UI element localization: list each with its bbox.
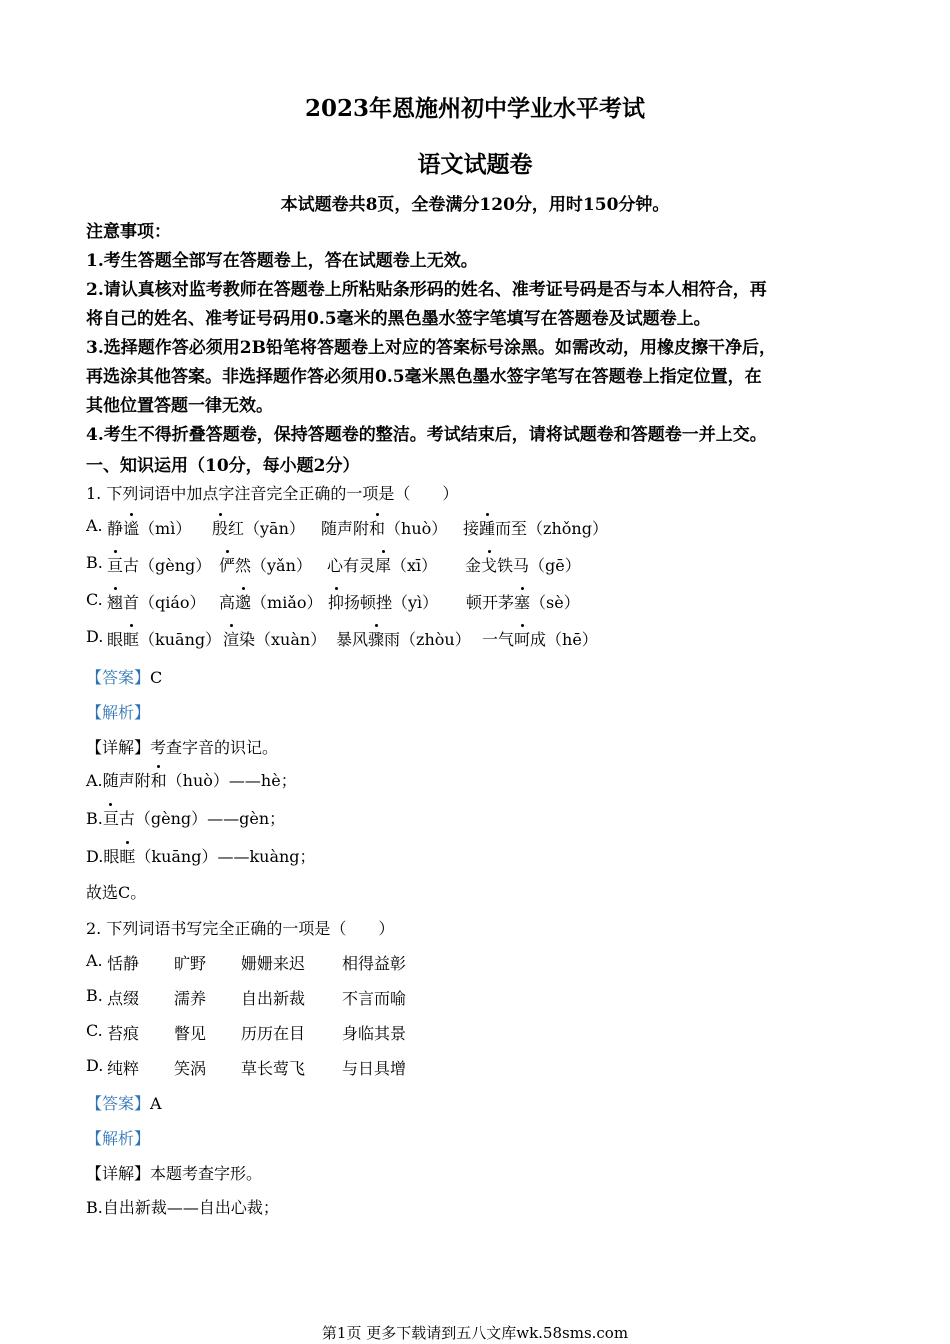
answer-tag: 【答案】: [86, 1094, 151, 1113]
text: 金: [465, 556, 482, 575]
q1-analysis-tag: 【解析】: [86, 703, 151, 722]
option-word: [482, 627, 598, 650]
option-word: 苔痕: [107, 1024, 140, 1043]
text: （huò）: [385, 519, 448, 538]
option-word: 濡养: [174, 989, 207, 1008]
option-label: C.: [86, 590, 103, 609]
text: 古（gèng）——gèn；: [118, 809, 286, 828]
dotted-char: 骤: [368, 630, 385, 649]
notes-heading: 注意事项：: [86, 222, 171, 242]
exam-info: 本试题卷共8页，全卷满分120分，用时150分钟。: [280, 195, 670, 215]
text: 扬顿挫（yì）: [344, 593, 439, 612]
text: （kuāng）——kuàng；: [135, 847, 316, 866]
text: 红（yān）: [228, 519, 305, 538]
option-word: [327, 553, 437, 576]
answer-value: C: [150, 668, 163, 687]
q1-detail: 【详解】考查字音的识记。: [86, 738, 279, 757]
notes-line: 3.选择题作答必须用2B铅笔将答题卷上对应的答案标号涂黑。如需改动，用橡皮擦干净后，: [86, 338, 776, 358]
q2-answer: [86, 1091, 162, 1114]
option-word: 瞥见: [174, 1024, 207, 1043]
option-word: [336, 627, 471, 650]
dotted-char: 抑: [328, 593, 345, 612]
dotted-char: 渲: [223, 630, 240, 649]
option-word: [223, 627, 326, 650]
option-word: 点缀: [107, 989, 140, 1008]
text: 成（hē）: [530, 630, 598, 649]
dotted-char: 殷: [212, 519, 229, 538]
text: 而至（zhǒng）: [495, 519, 608, 538]
option-label: B.: [86, 986, 103, 1005]
text: 染（xuàn）: [239, 630, 327, 649]
notes-line: 2.请认真核对监考教师在答题卷上所粘贴条形码的姓名、准考证号码是否与本人相符合，再: [86, 280, 767, 300]
dotted-char: 戈: [481, 556, 498, 575]
dotted-char: 呵: [514, 630, 531, 649]
text: 静: [107, 519, 124, 538]
dotted-char: 和: [369, 519, 386, 538]
dotted-char: 俨: [219, 556, 236, 575]
answer-tag: 【答案】: [86, 668, 151, 687]
notes-line: 4.考生不得折叠答题卷，保持答题卷的整洁。考试结束后，请将试题卷和答题卷一并上交。: [86, 425, 767, 445]
option-word: [321, 516, 447, 539]
option-word: 历历在目: [241, 1024, 306, 1043]
q1-stem: 1. 下列词语中加点字注音完全正确的一项是（ ）: [86, 484, 459, 503]
q1-explanation: [86, 806, 285, 829]
text: 暴风: [336, 630, 369, 649]
dotted-char: 邈: [235, 593, 252, 612]
option-word: [107, 590, 206, 613]
text: 接: [463, 519, 480, 538]
q2-stem: 2. 下列词语书写完全正确的一项是（ ）: [86, 919, 395, 938]
option-word: [212, 516, 305, 539]
option-word: [328, 590, 438, 613]
dotted-char: 和: [150, 771, 167, 790]
option-label: D.: [86, 627, 104, 646]
dotted-char: 眶: [123, 630, 140, 649]
dotted-char: 亘: [107, 556, 124, 575]
q1-explanation: [86, 768, 297, 791]
option-word: 旷野: [174, 954, 207, 973]
option-word: 笑涡: [174, 1059, 207, 1078]
notes-line: 再选涂其他答案。非选择题作答必须用0.5毫米黑色墨水签字笔写在答题卷上指定位置，在: [86, 367, 762, 387]
option-word: [466, 590, 580, 613]
text: （huò）——hè；: [166, 771, 297, 790]
text: （miǎo）: [251, 593, 323, 612]
option-word: [107, 516, 191, 539]
q2-analysis-tag: 【解析】: [86, 1129, 151, 1148]
option-word: 草长莺飞: [241, 1059, 306, 1078]
text: 随声附: [321, 519, 370, 538]
option-word: 姗姗来迟: [241, 954, 306, 973]
text: （mì）: [139, 519, 192, 538]
text: 眼: [107, 630, 124, 649]
option-label: D.: [86, 1056, 104, 1075]
notes-block: [86, 218, 876, 450]
option-word: 身临其景: [342, 1024, 407, 1043]
text: 然（yǎn）: [235, 556, 312, 575]
option-word: [463, 516, 608, 539]
option-word: 与日具增: [342, 1059, 407, 1078]
text: B.: [86, 809, 103, 828]
option-word: [107, 627, 221, 650]
q1-explanation: [86, 844, 316, 867]
dotted-char: 翘: [107, 593, 124, 612]
option-word: 纯粹: [107, 1059, 140, 1078]
option-word: 相得益彰: [342, 954, 407, 973]
exam-subtitle: 语文试题卷: [417, 151, 533, 178]
text: （sè）: [530, 593, 580, 612]
dotted-char: 眶: [119, 847, 136, 866]
text: 心有灵: [327, 556, 376, 575]
text: （kuāng）: [139, 630, 222, 649]
option-label: A.: [86, 951, 103, 970]
notes-line: 其他位置答题一律无效。: [86, 396, 273, 416]
option-word: [465, 553, 581, 576]
option-label: B.: [86, 553, 103, 572]
q1-conclusion: 故选C。: [86, 883, 147, 902]
page-footer: 第1页 更多下载请到五八文库wk.58sms.com: [321, 1324, 629, 1342]
dotted-char: 犀: [375, 556, 392, 575]
text: 铁马（gē）: [497, 556, 581, 575]
notes-line: 将自己的姓名、准考证号码用0.5毫米的黑色墨水签字笔填写在答题卷及试题卷上。: [86, 309, 711, 329]
text: 顿开茅: [466, 593, 515, 612]
option-word: 不言而喻: [342, 989, 407, 1008]
text: 高: [219, 593, 236, 612]
text: 雨（zhòu）: [384, 630, 471, 649]
answer-value: A: [150, 1094, 162, 1113]
option-word: 恬静: [107, 954, 140, 973]
q2-detail: 【详解】本题考查字形。: [86, 1164, 263, 1183]
dotted-char: 谧: [123, 519, 140, 538]
text: A.随声附: [86, 771, 151, 790]
section-heading: 一、知识运用（10分，每小题2分）: [86, 456, 360, 476]
text: D.眼: [86, 847, 120, 866]
exam-title: 2023年恩施州初中学业水平考试: [304, 95, 645, 122]
option-word: [107, 553, 211, 576]
text: 首（qiáo）: [123, 593, 206, 612]
option-label: A.: [86, 516, 103, 535]
option-word: 自出新裁: [241, 989, 306, 1008]
option-label: C.: [86, 1021, 103, 1040]
text: （xī）: [391, 556, 438, 575]
option-word: [219, 590, 323, 613]
notes-line: 1.考生答题全部写在答题卷上，答在试题卷上无效。: [86, 251, 478, 271]
dotted-char: 踵: [479, 519, 496, 538]
q1-answer: [86, 665, 162, 688]
dotted-char: 亘: [102, 809, 119, 828]
option-word: [219, 553, 312, 576]
dotted-char: 塞: [514, 593, 531, 612]
q2-explanation: B.自出新裁——自出心裁；: [86, 1198, 279, 1217]
text: 一气: [482, 630, 515, 649]
text: 古（gèng）: [123, 556, 212, 575]
